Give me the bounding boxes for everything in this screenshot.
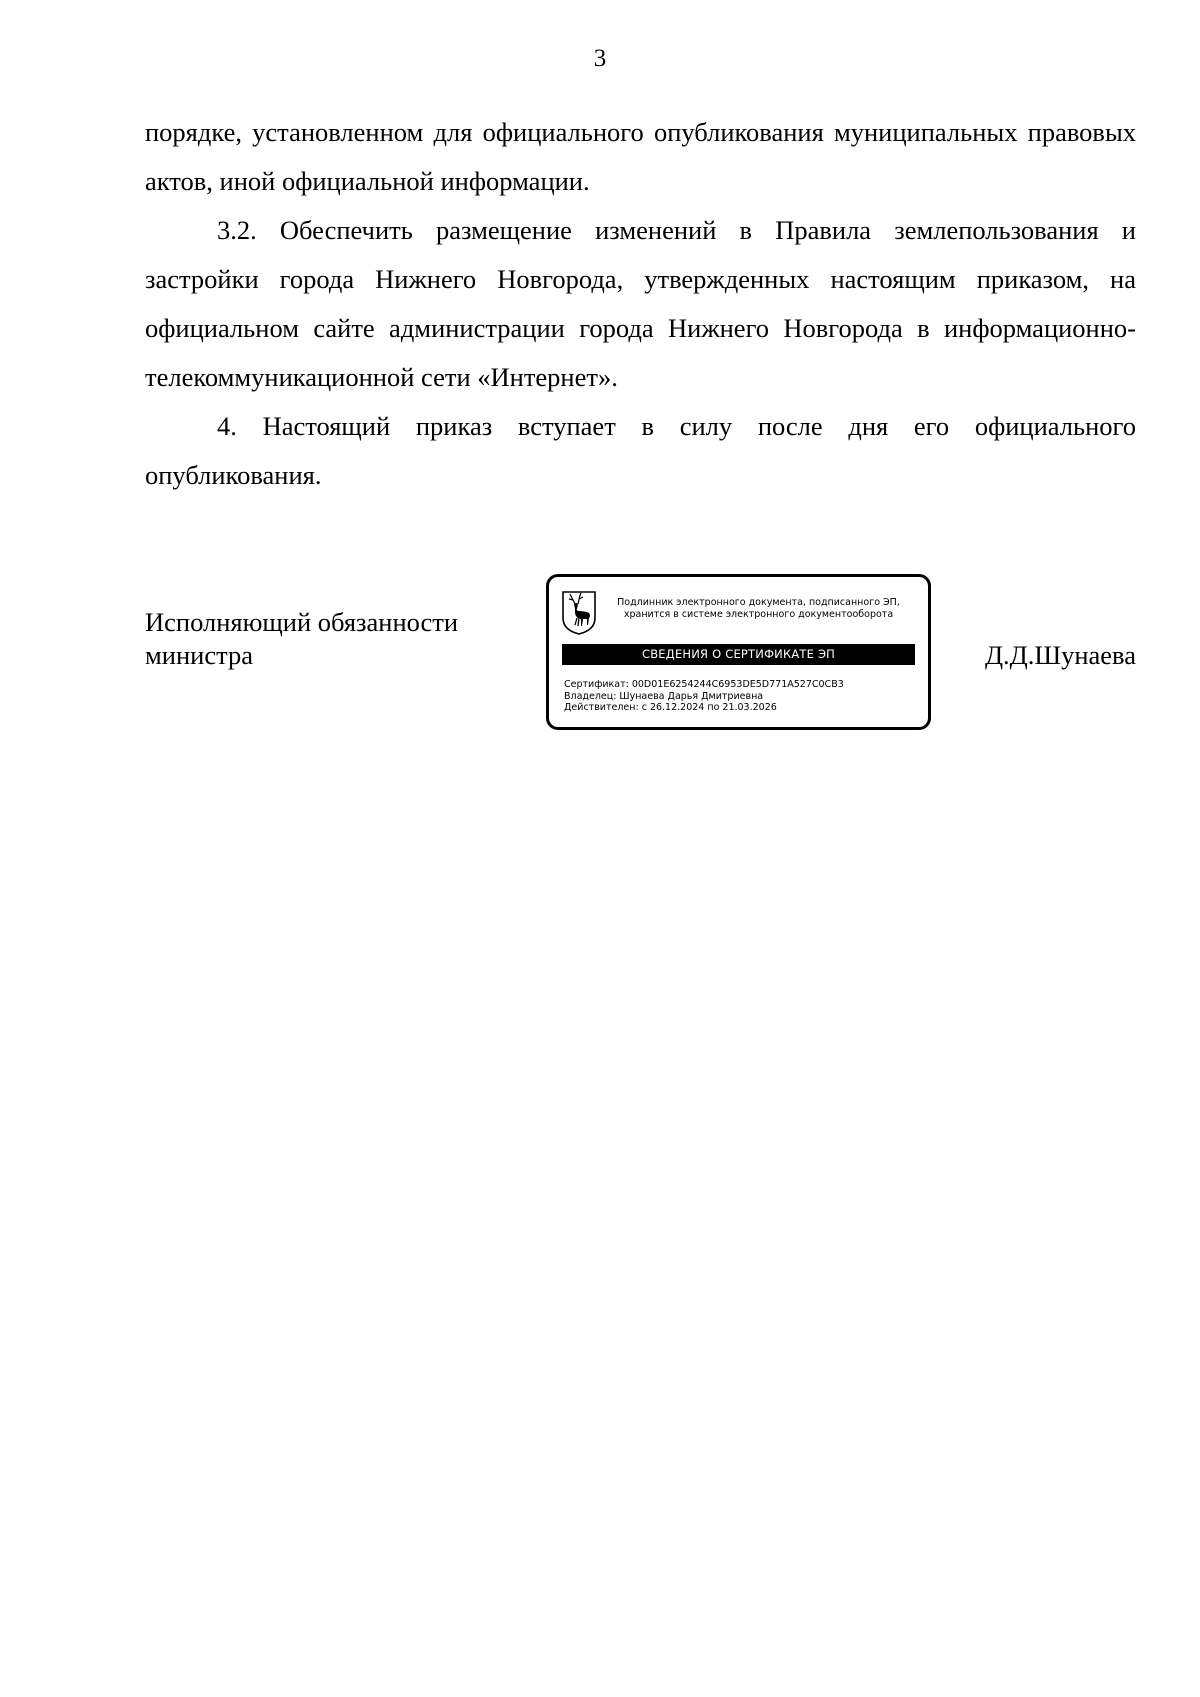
signatory-position-line2: министра [145, 640, 253, 670]
document-body [145, 108, 1136, 500]
certificate-title-bar: СВЕДЕНИЯ О СЕРТИФИКАТЕ ЭП [562, 644, 915, 665]
certificate-owner: Владелец: Шунаева Дарья Дмитриевна [564, 690, 764, 702]
signatory-position [145, 606, 458, 672]
electronic-signature-stamp [546, 574, 931, 730]
signatory-name: Д.Д.Шунаева [984, 640, 1136, 670]
paragraph-continuation: порядке, установленном для официального опубликования муниципальных правовых актов, иной официальной информации. [145, 117, 1136, 196]
stamp-header [599, 597, 918, 621]
stamp-header-line2: хранится в системе электронного документооборота [623, 609, 894, 620]
page-number: 3 [593, 45, 607, 72]
stamp-header-line1: Подлинник электронного документа, подписанного ЭП, [617, 597, 900, 608]
paragraph-4: 4. Настоящий приказ вступает в силу после дня его официального опубликования. [145, 411, 1136, 490]
signatory-position-line1: Исполняющий обязанности [145, 607, 459, 637]
nizhny-novgorod-deer-emblem-icon [561, 590, 597, 635]
certificate-validity: Действителен: с 26.12.2024 по 21.03.2026 [564, 702, 777, 713]
certificate-number: Сертификат: 00D01E6254244C6953DE5D771A527C0CB3 [564, 679, 844, 690]
paragraph-3-2: 3.2. Обеспечить размещение изменений в Правила землепользования и застройки города Нижнего Новгорода, утвержденных настоящим приказом, на официальном сайте администрации города Нижнего Новгорода в информационно-телекоммуникационной сети «Интернет». [145, 215, 1136, 392]
certificate-details [564, 679, 918, 714]
